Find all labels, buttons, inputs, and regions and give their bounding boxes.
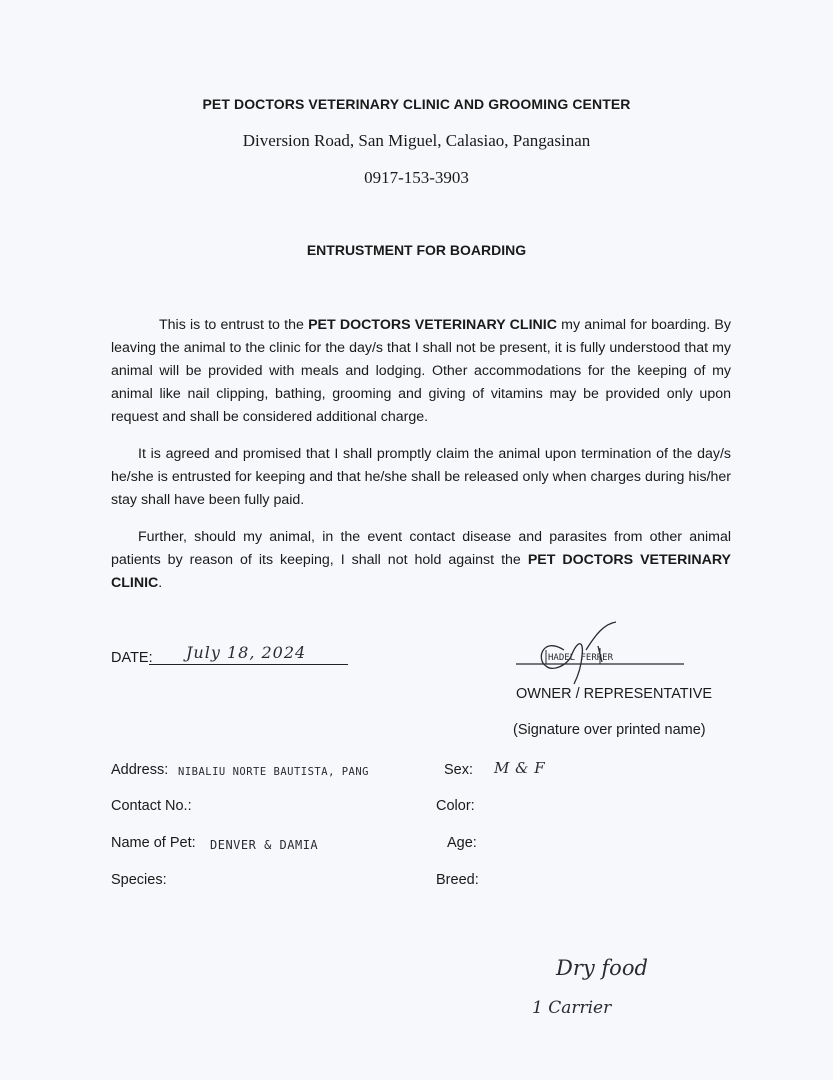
paragraph-entrust	[111, 314, 731, 429]
owner-representative-label: OWNER / REPRESENTATIVE	[516, 686, 713, 702]
color-label: Color:	[436, 798, 475, 814]
p2-text: It is agreed and promised that I shall promptly claim the animal upon termination of the day/s he/she is entrusted for keeping and that he/she shall be released only when charges during his/her stay shall have been fully paid.	[111, 446, 731, 508]
paragraph-claim	[111, 443, 731, 512]
age-label: Age:	[447, 835, 477, 851]
sex-label: Sex:	[444, 762, 474, 778]
sex-value: M & F	[494, 759, 546, 777]
date-underline	[149, 664, 348, 665]
p1-text-a: This is to entrust to the	[159, 317, 309, 333]
address-label: Address:	[111, 762, 169, 778]
date-value: July 18, 2024	[186, 643, 307, 662]
p1-clinic-name: PET DOCTORS VETERINARY CLINIC	[308, 317, 557, 333]
contact-label: Contact No.:	[111, 798, 192, 814]
p1-text-c: my animal for boarding. By leaving the animal to the clinic for the day/s that I shall not be present, it is fully understood that my animal will be provided with meals and lodging. Other accommodations for the keeping of my animal like nail clipping, bathing, grooming and giving of vitamins may be provided only upon request and shall be considered additional charge.	[111, 317, 731, 425]
pet-name-label: Name of Pet:	[111, 835, 196, 851]
breed-label: Breed:	[436, 872, 479, 888]
clinic-name: PET DOCTORS VETERINARY CLINIC AND GROOMING CENTER	[202, 96, 631, 112]
p3-text-c: .	[158, 575, 163, 591]
clinic-phone: 0917-153-3903	[364, 168, 469, 187]
handwritten-note-carrier: 1 Carrier	[532, 998, 612, 1018]
p3-clinic-name: PET DOCTORS VETERINARY CLINIC	[111, 552, 731, 591]
signature-note: (Signature over printed name)	[513, 722, 706, 738]
address-value: NIBALIU NORTE BAUTISTA, PANG	[178, 766, 370, 778]
document-title: ENTRUSTMENT FOR BOARDING	[306, 242, 527, 258]
owner-signature	[512, 610, 692, 690]
pet-name-value: DENVER & DAMIA	[210, 838, 319, 852]
p3-text-a: Further, should my animal, in the event contact disease and parasites from other animal patients by reason of its keeping, I shall not hold against the	[111, 529, 731, 568]
species-label: Species:	[111, 872, 167, 888]
clinic-address: Diversion Road, San Miguel, Calasiao, Pangasinan	[242, 131, 591, 150]
handwritten-note-food: Dry food	[556, 956, 648, 980]
date-label: DATE:	[111, 650, 153, 666]
paragraph-disease	[111, 526, 731, 595]
signature-printed-name: HADEL FERRER	[548, 653, 614, 663]
